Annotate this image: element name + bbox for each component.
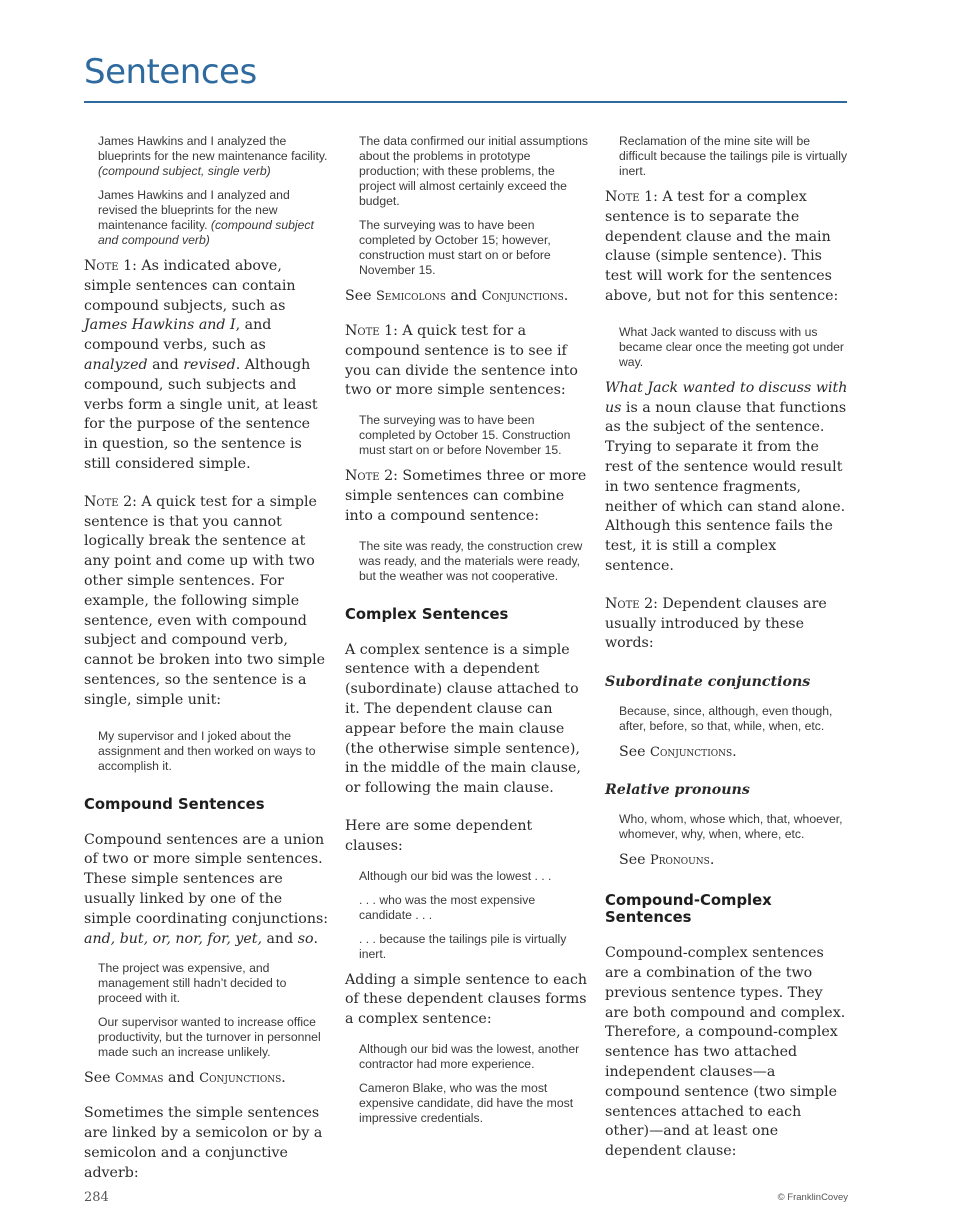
word-list: Who, whom, whose which, that, whoever, whomever, why, when, where, etc. <box>619 812 843 842</box>
example-sentence: The surveying was to have been completed by October 15. Construction must start on or before November 15. <box>359 413 571 458</box>
word-list: Because, since, although, even though, after, before, so that, while, when, etc. <box>619 704 833 734</box>
title-rule <box>84 101 847 103</box>
cross-reference: See Pronouns. <box>619 852 715 869</box>
example-sentence: James Hawkins and I analyzed and revised the blueprints for the new maintenance facility. (compound subject and compound verb) <box>98 188 314 247</box>
example-sentence: What Jack wanted to discuss with us became clear once the meeting got under way. <box>619 324 844 369</box>
note-paragraph: Note 2: Dependent clauses are usually introduced by these words: <box>605 595 827 652</box>
cross-reference: See Conjunctions. <box>619 744 737 761</box>
example-sentence: The data confirmed our initial assumptions about the problems in prototype production; with these problems, the project will almost certainly exceed the budget. <box>359 134 588 208</box>
example-sentence: Cameron Blake, who was the most expensive candidate, did have the most impressive credentials. <box>359 1080 574 1125</box>
body-paragraph: Adding a simple sentence to each of these dependent clauses forms a complex sentence: <box>345 971 588 1028</box>
body-paragraph: Compound-complex sentences are a combination of the two previous sentence types. They are both compound and complex. Therefore, a compound-complex sentence has two attached independent clauses—a compound sentence (two simple sentences attached to each other)—and at least one dependent clause: <box>605 945 846 1160</box>
section-heading: Complex Sentences <box>345 605 509 623</box>
column-3 <box>605 130 849 1180</box>
body-paragraph: Here are some dependent clauses: <box>345 817 533 854</box>
cross-reference: See Commas and Conjunctions. <box>84 1070 286 1087</box>
column-2 <box>345 130 589 1135</box>
note-paragraph: Note 1: A test for a complex sentence is to separate the dependent clause and the main clause (simple sentence). This test will work for the sentences above, but not for this sentence: <box>605 189 839 304</box>
body-paragraph: Compound sentences are a union of two or more simple sentences. These simple sentences are usually linked by one of the simple coordinating conjunctions: and, but, or, nor, for, yet, and so. <box>84 831 329 947</box>
example-sentence: The project was expensive, and management still hadn’t decided to proceed with it. <box>98 961 287 1006</box>
example-sentence: James Hawkins and I analyzed the blueprints for the new maintenance facility. (compound subject, single verb) <box>98 134 328 178</box>
section-heading: Compound-Complex Sentences <box>605 892 772 927</box>
column-1 <box>84 130 328 1202</box>
dependent-clause: . . . because the tailings pile is virtually inert. <box>359 931 567 961</box>
body-paragraph: A complex sentence is a simple sentence with a dependent (subordinate) clause attached to it. The dependent clause can appear before the main clause (the otherwise simple sentence), in the middle of the main clause, or following the main clause. <box>345 641 581 797</box>
note-paragraph: Note 2: A quick test for a simple sentence is that you cannot logically break the sentence at any point and come up with two other simple sentences. For example, the following simple sentence, even with compound subject and compound verb, cannot be broken into two simple sentences, so the sentence is a single, simple unit: <box>84 493 326 708</box>
example-sentence: Our supervisor wanted to increase office productivity, but the turnover in personnel made such an increase unlikely. <box>98 1015 321 1060</box>
example-sentence: The site was ready, the construction crew was ready, and the materials were ready, but the weather was not cooperative. <box>359 538 583 583</box>
example-sentence: Reclamation of the mine site will be difficult because the tailings pile is virtually inert. <box>619 134 848 178</box>
note-paragraph: Note 1: A quick test for a compound sentence is to see if you can divide the sentence into two or more simple sentences: <box>345 323 578 399</box>
subheading: Subordinate conjunctions <box>605 674 811 691</box>
section-heading: Compound Sentences <box>84 795 265 813</box>
body-paragraph: What Jack wanted to discuss with us is a noun clause that functions as the subject of the sentence. Trying to separate it from the rest of the sentence would result in two sentence fragments, neither of which can stand alone. Although this sentence fails the test, it is still a complex sentence. <box>605 379 848 574</box>
note-paragraph: Note 1: As indicated above, simple sentences can contain compound subjects, such as James Hawkins and I, and compound verbs, such as analyzed and revised. Although compound, such subjects and verbs form a single unit, at least for the purpose of the sentence in question, so the sentence is still considered simple. <box>84 258 318 472</box>
page-number: 284 <box>84 1190 109 1205</box>
example-sentence: My supervisor and I joked about the assignment and then worked on ways to accomplish it. <box>98 728 316 773</box>
dependent-clause: . . . who was the most expensive candidate . . . <box>359 892 536 922</box>
example-sentence: Although our bid was the lowest, another contractor had more experience. <box>359 1041 580 1071</box>
cross-reference: See Semicolons and Conjunctions. <box>345 288 569 304</box>
page-title: Sentences <box>84 52 257 92</box>
subheading: Relative pronouns <box>605 782 750 799</box>
copyright: © FranklinCovey <box>777 1192 848 1203</box>
dependent-clause: Although our bid was the lowest . . . <box>359 868 552 883</box>
note-paragraph: Note 2: Sometimes three or more simple sentences can combine into a compound sentence: <box>345 468 587 524</box>
example-sentence: The surveying was to have been completed by October 15; however, construction must start on or before November 15. <box>359 218 551 277</box>
body-paragraph: Sometimes the simple sentences are linked by a semicolon or by a semicolon and a conjunctive adverb: <box>84 1105 323 1181</box>
